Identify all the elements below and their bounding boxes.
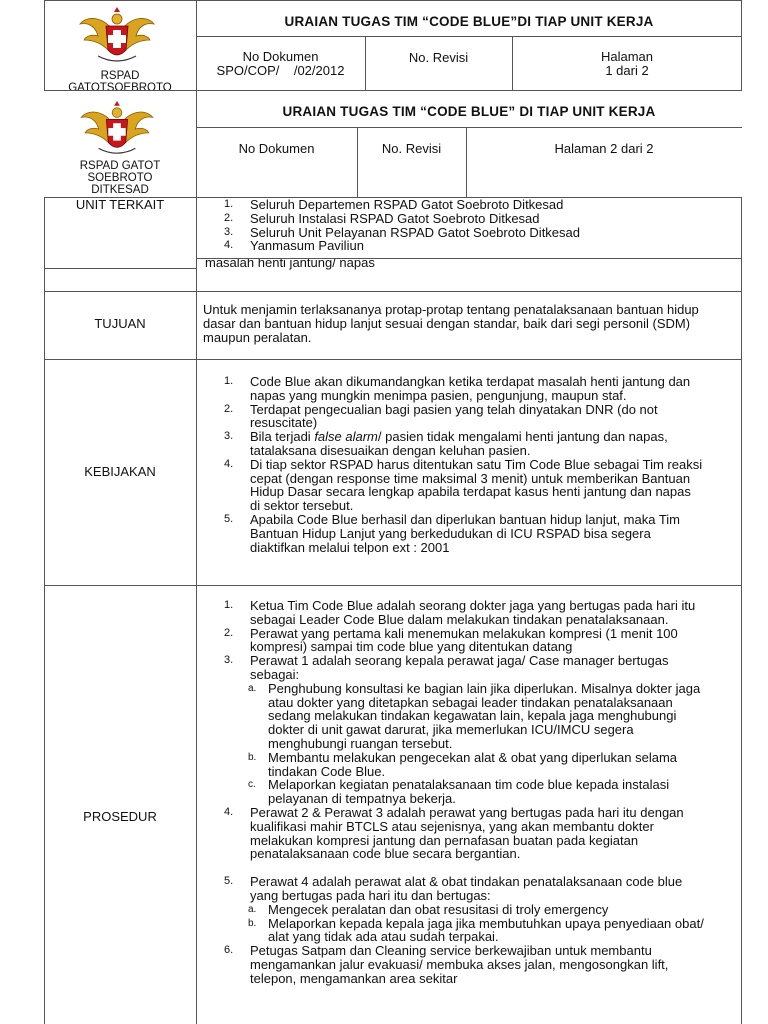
list-letter: b. bbox=[248, 751, 257, 763]
list-number: 4. bbox=[224, 239, 234, 252]
header2-title: URAIAN TUGAS TIM “CODE BLUE” DI TIAP UNIT KERJA bbox=[282, 104, 656, 119]
list-number: 6. bbox=[224, 944, 234, 957]
header2-divider-2 bbox=[466, 127, 467, 197]
header2-top-border bbox=[44, 90, 742, 91]
header1-logo-caption-1: RSPAD bbox=[100, 70, 140, 82]
list-item-text: Bila terjadi bbox=[250, 429, 315, 445]
list-number: 1. bbox=[224, 198, 234, 210]
header1-title-border bbox=[196, 36, 742, 37]
list-letter: a. bbox=[248, 682, 257, 694]
kebijakan-top-border bbox=[44, 359, 742, 360]
list-item bbox=[224, 375, 704, 403]
list-item-text-cut: mengosongkan lift, telepon, mengamankan area sekitar bbox=[250, 956, 669, 986]
italic-term: false alarm bbox=[314, 429, 378, 445]
header1-page-label: Halaman bbox=[600, 49, 654, 64]
list-letter: c. bbox=[248, 779, 256, 791]
unit-terkait-left-border bbox=[44, 268, 196, 269]
list-item-text: Petugas Satpam dan Cleaning service berkewajiban untuk membantu mengamankan jalur evakuasi/ membuka akses jalan, bbox=[250, 943, 652, 972]
header2-page-label: Halaman 2 dari 2 bbox=[554, 141, 654, 156]
prosedur-clip bbox=[196, 586, 741, 1024]
list-item-text: Seluruh Instalasi RSPAD Gatot Soebroto Ditkesad bbox=[250, 210, 540, 226]
header2-rev-label: No. Revisi bbox=[381, 141, 442, 156]
header1-top-border bbox=[44, 0, 742, 1]
list-number: 4. bbox=[224, 805, 234, 818]
list-item bbox=[224, 403, 704, 431]
list-number: 2. bbox=[224, 211, 234, 224]
sub-list-item bbox=[224, 751, 704, 779]
list-item bbox=[224, 239, 729, 253]
sub-list-item bbox=[224, 903, 704, 917]
header1-page-value: 1 dari 2 bbox=[605, 63, 649, 78]
header1-logo-caption-2: GATOTSOEBROTO bbox=[68, 82, 172, 90]
header2-logo bbox=[78, 100, 156, 158]
header2-divider-1 bbox=[357, 127, 358, 197]
header1-doc-number: SPO/COP/ /02/2012 bbox=[216, 63, 345, 78]
list-item bbox=[224, 212, 729, 226]
list-item-text: Perawat 1 adalah seorang kepala perawat jaga/ Case manager bertugas sebagai: bbox=[250, 653, 669, 682]
header2-title-border bbox=[196, 127, 742, 128]
sub-list-item bbox=[224, 682, 704, 751]
header1-doc-label: No Dokumen bbox=[242, 49, 319, 64]
list-item-text: Seluruh Departemen RSPAD Gatot Soebroto Ditkesad bbox=[250, 197, 564, 212]
cut-off-text: masalah henti jantung/ napas bbox=[205, 259, 375, 270]
tujuan-top-border bbox=[44, 291, 742, 292]
list-number: 3. bbox=[224, 225, 234, 238]
list-number: 3. bbox=[224, 654, 234, 667]
list-item bbox=[224, 599, 704, 627]
sub-list-item bbox=[224, 917, 704, 945]
header1-logo-caption-clip bbox=[44, 82, 196, 90]
list-item bbox=[224, 875, 704, 944]
list-number: 2. bbox=[224, 402, 234, 415]
rspad-emblem-icon bbox=[78, 6, 156, 66]
list-number: 5. bbox=[224, 875, 234, 888]
list-number: 4. bbox=[224, 457, 234, 470]
header2-logo-caption bbox=[44, 160, 196, 196]
list-item-text: Membantu melakukan pengecekan alat & obat yang diperlukan selama tindakan Code Blue. bbox=[268, 749, 678, 779]
list-number: 2. bbox=[224, 626, 234, 639]
list-letter: a. bbox=[248, 903, 257, 915]
list-number: 3. bbox=[224, 430, 234, 443]
list-item-text: Ketua Tim Code Blue adalah seorang dokter jaga yang bertugas pada hari itu sebagai Leader Code Blue dalam melakukan tindakan penatalaksanaan. bbox=[250, 598, 696, 627]
list-item-text: Yanmasum Paviliun bbox=[250, 238, 364, 254]
sub-list-item bbox=[224, 778, 704, 806]
unit-terkait-list bbox=[224, 198, 729, 253]
header1-rev-label: No. Revisi bbox=[408, 50, 469, 65]
list-item-text: Perawat 4 adalah perawat alat & obat tindakan penatalaksanaan code blue yang bertugas pada hari itu dan bertugas: bbox=[250, 874, 683, 903]
list-item bbox=[224, 198, 729, 212]
header2-logo-caption-1: RSPAD GATOT bbox=[79, 160, 161, 172]
list-item-text: Perawat yang pertama kali menemukan melakukan kompresi (1 menit 100 kompresi) sampai tim code blue yang ditentukan datang bbox=[250, 625, 678, 655]
header1-page-cell bbox=[512, 50, 742, 78]
list-item bbox=[224, 458, 704, 513]
list-item bbox=[224, 430, 704, 458]
header1-doc-cell bbox=[196, 50, 365, 78]
header2-doc-label: No Dokumen bbox=[238, 141, 315, 156]
list-item-text: Mengecek peralatan dan obat resusitasi di troly emergency bbox=[268, 901, 609, 917]
list-item-text: Perawat 2 & Perawat 3 adalah perawat yang bertugas pada hari itu dengan kualifikasi mahir BTCLS atau sejenisnya, yang akan membantu dokter melakukan kompresi jantung dan pernafasan buatan pada kegiatan penatalaksanaan code blue secara bergantian. bbox=[250, 804, 684, 862]
list-item bbox=[224, 513, 704, 554]
list-item-text: Apabila Code Blue berhasil dan diperlukan bantuan hidup lanjut, maka Tim Bantuan Hidup Lanjut yang berkedudukan di ICU RSPAD bisa segera diaktifkan melalui telpon ext : 2001 bbox=[250, 511, 681, 555]
rspad-emblem-icon bbox=[78, 100, 156, 158]
prosedur-label: PROSEDUR bbox=[83, 809, 157, 824]
list-item bbox=[224, 627, 704, 655]
list-item-text: Melaporkan kegiatan penatalaksanaan tim code blue kepada instalasi pelayanan di tempatnya bekerja. bbox=[268, 777, 670, 807]
list-item bbox=[224, 806, 704, 861]
header2-logo-caption-3: DITKESAD bbox=[91, 184, 149, 196]
list-item-text: / pasien tidak mengalami henti jantung dan napas, tatalaksana disesuaikan dengan keluhan pasien. bbox=[250, 429, 668, 458]
list-item bbox=[224, 944, 704, 985]
tujuan-text: Untuk menjamin terlaksananya protap-protap tentang penatalaksanaan bantuan hidup dasar dan bantuan hidup lanjut sesuai dengan standar, baik dari segi personil (SDM) maupun peralatan. bbox=[203, 302, 699, 345]
list-item bbox=[224, 226, 729, 240]
list-item-text: Di tiap sektor RSPAD harus ditentukan satu Tim Code Blue sebagai Tim reaksi cepat (dengan response time maksimal 3 menit) untuk memberikan Bantuan Hidup Dasar secara lengkap apabila terdapat kasus henti jantung dan napas di sektor tersebut. bbox=[250, 456, 703, 514]
prosedur-list bbox=[224, 599, 704, 986]
list-item-text: Melaporkan kepada kepala jaga jika membutuhkan upaya penyediaan obat/ alat yang tidak ada atau sudah terpakai. bbox=[268, 915, 704, 945]
list-item-text: Seluruh Unit Pelayanan RSPAD Gatot Soebroto Ditkesad bbox=[250, 224, 580, 240]
kebijakan-list bbox=[224, 375, 704, 554]
unit-terkait-label: UNIT TERKAIT bbox=[75, 197, 165, 212]
list-letter: b. bbox=[248, 917, 257, 929]
tujuan-label: TUJUAN bbox=[94, 316, 146, 331]
list-number: 1. bbox=[224, 599, 234, 611]
header1-logo bbox=[78, 6, 156, 66]
header1-title: URAIAN TUGAS TIM “CODE BLUE”DI TIAP UNIT KERJA bbox=[284, 14, 654, 29]
cut-text-clip bbox=[205, 259, 725, 270]
list-number: 5. bbox=[224, 512, 234, 525]
list-item-text: Penghubung konsultasi ke bagian lain jika diperlukan. Misalnya dokter jaga atau dokter yang ditetapkan sebagai leader tindakan penatalaksanaan sedang melakukan tindakan kegawatan lain, kepala jaga menghubungi dokter di unit gawat darurat, jika memerlukan ICU/IMCU segera menghubungi ruangan tersebut. bbox=[268, 680, 701, 751]
header2-logo-caption-2: SOEBROTO bbox=[87, 172, 153, 184]
list-number: 1. bbox=[224, 375, 234, 387]
list-item bbox=[224, 654, 704, 806]
list-item-text: Terdapat pengecualian bagi pasien yang telah dinyatakan DNR (do not resuscitate) bbox=[250, 401, 658, 431]
list-item-text: Code Blue akan dikumandangkan ketika terdapat masalah henti jantung dan napas yang mungkin menimpa pasien, pengunjung, maupun staf. bbox=[250, 374, 691, 403]
kebijakan-label: KEBIJAKAN bbox=[84, 464, 156, 479]
